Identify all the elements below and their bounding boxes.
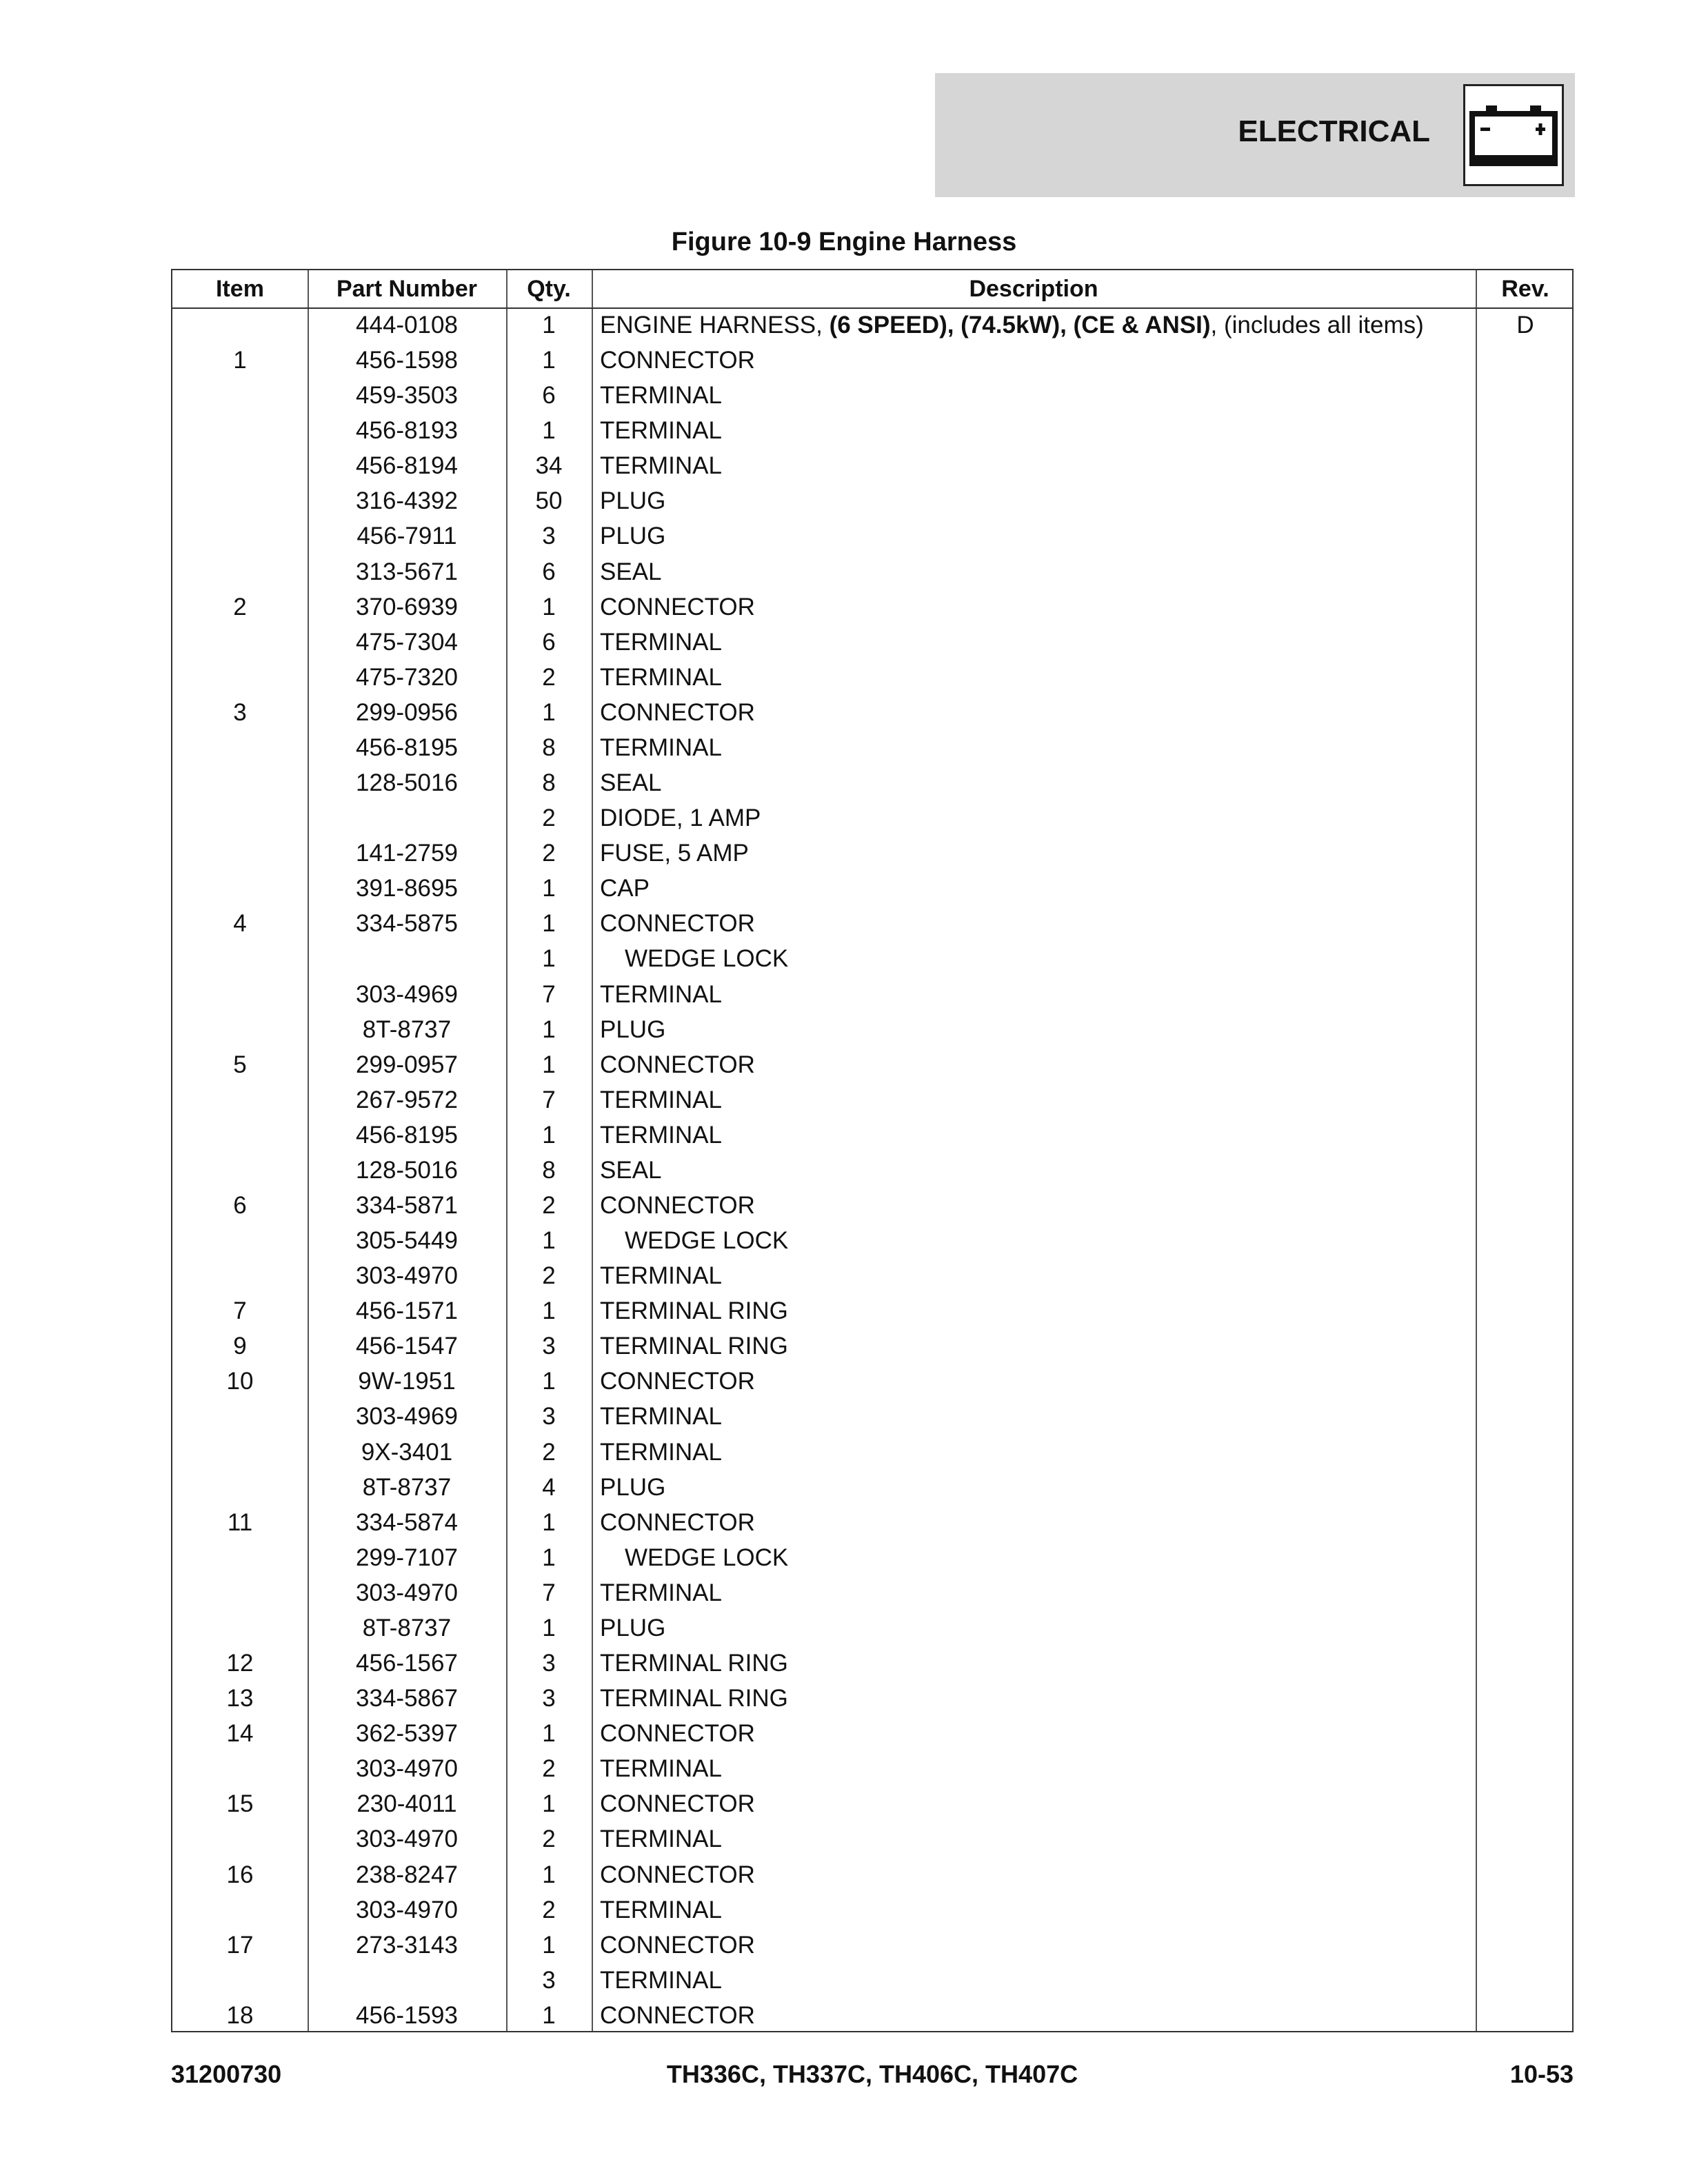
- qty-cell: 2: [542, 1826, 556, 1853]
- part-number-cell: 313-5671: [356, 558, 458, 585]
- qty-cell: 8: [542, 769, 556, 797]
- description-text: TERMINAL: [600, 1086, 722, 1113]
- qty-cell: 1: [542, 417, 556, 445]
- table-row: [172, 1506, 1572, 1541]
- part-number-cell: 299-0956: [356, 698, 458, 726]
- qty-cell: 1: [542, 945, 556, 973]
- description-text: CONNECTOR: [600, 1051, 755, 1078]
- table-row: [172, 767, 1572, 802]
- qty-cell: 6: [542, 382, 556, 410]
- item-cell: 10: [226, 1368, 254, 1395]
- qty-cell: 1: [542, 1121, 556, 1149]
- part-number-cell: 334-5874: [356, 1508, 458, 1536]
- description-text: CONNECTOR: [600, 1931, 755, 1959]
- description-cell: [600, 629, 722, 656]
- description-cell: [600, 2002, 755, 2030]
- description-text: FUSE, 5 AMP: [600, 840, 749, 867]
- part-number-cell: 456-1547: [356, 1333, 458, 1360]
- description-text: CONNECTOR: [600, 2001, 755, 2029]
- qty-cell: 7: [542, 980, 556, 1008]
- part-number-cell: 238-8247: [356, 1861, 458, 1888]
- description-cell: [600, 664, 722, 691]
- description-text: CONNECTOR: [600, 1368, 755, 1395]
- description-cell: [600, 1509, 755, 1537]
- description-text: TERMINAL: [600, 452, 722, 480]
- description-text: SEAL: [600, 769, 662, 797]
- part-number-cell: 303-4969: [356, 980, 458, 1008]
- part-number-cell: 456-8194: [356, 452, 458, 480]
- description-cell: [600, 1967, 722, 1994]
- part-number-cell: 456-1571: [356, 1297, 458, 1325]
- description-text: TERMINAL: [600, 628, 722, 656]
- table-row: [172, 872, 1572, 907]
- item-cell: 3: [233, 698, 247, 726]
- description-text: WEDGE LOCK: [625, 1227, 789, 1255]
- description-text: TERMINAL RING: [600, 1333, 788, 1360]
- description-cell: [600, 1016, 665, 1044]
- description-text: CONNECTOR: [600, 1861, 755, 1888]
- qty-cell: 1: [542, 1544, 556, 1571]
- item-cell: 16: [226, 1861, 254, 1888]
- description-text: TERMINAL: [600, 1579, 722, 1606]
- description-cell: [625, 1227, 788, 1255]
- qty-cell: 8: [542, 734, 556, 761]
- header-qty: Qty.: [527, 276, 571, 302]
- qty-cell: 3: [542, 1333, 556, 1360]
- part-number-cell: 334-5867: [356, 1685, 458, 1712]
- part-number-cell: 475-7320: [356, 663, 458, 691]
- part-number-cell: 8T-8737: [362, 1614, 452, 1641]
- description-cell: [600, 910, 755, 938]
- description-cell: [600, 1439, 722, 1466]
- table-row: [172, 1788, 1572, 1823]
- description-text: PLUG: [600, 487, 666, 515]
- part-number-cell: 303-4970: [356, 1826, 458, 1853]
- part-number-cell: 303-4969: [356, 1403, 458, 1430]
- qty-cell: 1: [542, 1368, 556, 1395]
- description-text: , (includes all items): [1210, 312, 1424, 338]
- description-cell: [600, 312, 1424, 339]
- part-number-cell: 8T-8737: [362, 1473, 452, 1501]
- description-cell: [600, 487, 665, 515]
- description-cell: [600, 1932, 755, 1959]
- qty-cell: 2: [542, 1438, 556, 1466]
- part-number-cell: 456-8195: [356, 1121, 458, 1149]
- description-text: CONNECTOR: [600, 347, 755, 374]
- description-cell: [600, 1122, 722, 1149]
- table-row: [172, 1084, 1572, 1119]
- table-row: [172, 449, 1572, 485]
- part-number-cell: 370-6939: [356, 593, 458, 620]
- table-row: [172, 1577, 1572, 1612]
- description-cell: [600, 805, 761, 832]
- description-cell: [600, 417, 722, 445]
- qty-cell: 1: [542, 1297, 556, 1325]
- description-cell: [600, 1297, 788, 1325]
- description-cell: [600, 1403, 722, 1430]
- qty-cell: 34: [535, 452, 563, 480]
- description-text: TERMINAL: [600, 1896, 722, 1923]
- part-number-cell: 456-1598: [356, 347, 458, 374]
- description-text: TERMINAL: [600, 1438, 722, 1466]
- table-header: [172, 270, 1572, 309]
- qty-cell: 4: [542, 1473, 556, 1501]
- table-row: [172, 1295, 1572, 1330]
- qty-cell: 3: [542, 1403, 556, 1430]
- qty-cell: 1: [542, 2001, 556, 2029]
- item-cell: 17: [226, 1931, 254, 1959]
- qty-cell: 7: [542, 1579, 556, 1606]
- description-cell: [600, 840, 749, 867]
- description-cell: [600, 1157, 662, 1184]
- table-row: [172, 591, 1572, 626]
- table-row: [172, 1612, 1572, 1647]
- qty-cell: 3: [542, 1966, 556, 1994]
- description-cell: [600, 1720, 755, 1748]
- table-row: [172, 661, 1572, 696]
- table-row: [172, 1400, 1572, 1435]
- table-row: [172, 1471, 1572, 1506]
- description-cell: [600, 1685, 788, 1712]
- description-text: TERMINAL: [600, 1121, 722, 1149]
- description-cell: [600, 452, 722, 480]
- qty-cell: 2: [542, 1262, 556, 1290]
- part-number-cell: 303-4970: [356, 1896, 458, 1923]
- header-description: Description: [969, 276, 1098, 302]
- description-cell: [600, 1826, 722, 1853]
- item-cell: 11: [227, 1508, 253, 1536]
- description-cell: [600, 1086, 722, 1114]
- description-text: TERMINAL RING: [600, 1650, 788, 1677]
- qty-cell: 2: [542, 840, 556, 867]
- qty-cell: 1: [542, 1227, 556, 1255]
- description-text: CONNECTOR: [600, 1192, 755, 1219]
- item-cell: 5: [233, 1051, 247, 1078]
- description-cell: [600, 1192, 755, 1220]
- header-rev: Rev.: [1501, 276, 1549, 302]
- item-cell: 13: [226, 1685, 254, 1712]
- part-number-cell: 362-5397: [356, 1720, 458, 1748]
- table-row: [172, 1682, 1572, 1717]
- description-text: (6 SPEED), (74.5kW), (CE & ANSI): [829, 312, 1211, 338]
- description-cell: [600, 347, 755, 374]
- description-text: SEAL: [600, 1156, 662, 1184]
- table-row: [172, 344, 1572, 379]
- table-row: [172, 1999, 1572, 2034]
- item-cell: 2: [233, 593, 247, 620]
- item-cell: 12: [226, 1650, 254, 1677]
- description-cell: [600, 558, 662, 586]
- description-cell: [600, 1861, 755, 1889]
- description-cell: [600, 523, 665, 550]
- description-text: WEDGE LOCK: [625, 945, 789, 973]
- part-number-cell: 456-8193: [356, 417, 458, 445]
- part-number-cell: 128-5016: [356, 769, 458, 797]
- description-text: ENGINE HARNESS,: [600, 312, 830, 338]
- part-number-cell: 128-5016: [356, 1156, 458, 1184]
- description-cell: [600, 699, 755, 727]
- description-cell: [600, 1051, 755, 1079]
- part-number-cell: 456-8195: [356, 734, 458, 761]
- part-number-cell: 303-4970: [356, 1755, 458, 1783]
- part-number-cell: 334-5871: [356, 1192, 458, 1219]
- table-row: [172, 485, 1572, 520]
- table-row: [172, 1365, 1572, 1400]
- part-number-cell: 475-7304: [356, 628, 458, 656]
- table-row: [172, 1929, 1572, 1964]
- item-cell: 9: [233, 1333, 247, 1360]
- part-number-cell: 456-1567: [356, 1650, 458, 1677]
- rev-cell: D: [1516, 312, 1534, 338]
- qty-cell: 3: [542, 1685, 556, 1712]
- table-row: [172, 1049, 1572, 1084]
- description-text: DIODE, 1 AMP: [600, 805, 761, 832]
- section-title: ELECTRICAL: [1238, 114, 1430, 148]
- description-cell: [600, 1790, 755, 1818]
- description-text: SEAL: [600, 558, 662, 585]
- table-row: [172, 520, 1572, 555]
- item-cell: 4: [233, 910, 247, 938]
- description-cell: [600, 1368, 755, 1395]
- description-cell: [600, 734, 722, 762]
- item-cell: 6: [233, 1192, 247, 1219]
- description-text: CAP: [600, 875, 650, 902]
- qty-cell: 2: [542, 1192, 556, 1219]
- qty-cell: 1: [542, 312, 556, 338]
- table-row: [172, 731, 1572, 767]
- table-row: [172, 626, 1572, 661]
- battery-icon: [1463, 84, 1564, 186]
- table-row: [172, 414, 1572, 449]
- description-text: TERMINAL: [600, 734, 722, 761]
- qty-cell: 1: [542, 1015, 556, 1043]
- description-text: WEDGE LOCK: [625, 1544, 789, 1571]
- part-number-cell: 391-8695: [356, 875, 458, 902]
- qty-cell: 8: [542, 1156, 556, 1184]
- item-cell: 15: [226, 1790, 254, 1818]
- page-number: 10-53: [1509, 2060, 1574, 2088]
- table-row: [172, 1752, 1572, 1788]
- description-text: TERMINAL: [600, 1262, 722, 1290]
- part-number-cell: 267-9572: [356, 1086, 458, 1113]
- part-number-cell: 459-3503: [356, 382, 458, 410]
- part-number-cell: 299-7107: [356, 1544, 458, 1571]
- description-cell: [600, 1262, 722, 1290]
- description-text: TERMINAL RING: [600, 1685, 788, 1712]
- header-item: Item: [216, 276, 264, 302]
- table-row: [172, 1224, 1572, 1260]
- qty-cell: 2: [542, 663, 556, 691]
- part-number-cell: 230-4011: [356, 1790, 457, 1818]
- description-text: CONNECTOR: [600, 593, 755, 620]
- part-number-cell: 456-1593: [356, 2001, 458, 2029]
- table-row: [172, 1260, 1572, 1295]
- description-text: TERMINAL: [600, 1826, 722, 1853]
- description-text: PLUG: [600, 523, 666, 550]
- part-number-cell: 456-7911: [356, 523, 457, 550]
- description-cell: [600, 1755, 722, 1783]
- part-number-cell: 8T-8737: [362, 1015, 452, 1043]
- description-text: TERMINAL: [600, 1755, 722, 1783]
- part-number-cell: 334-5875: [356, 910, 458, 938]
- qty-cell: 1: [542, 698, 556, 726]
- qty-cell: 6: [542, 558, 556, 585]
- qty-cell: 1: [542, 875, 556, 902]
- description-text: TERMINAL: [600, 1966, 722, 1994]
- qty-cell: 1: [542, 1790, 556, 1818]
- description-text: CONNECTOR: [600, 1790, 755, 1818]
- doc-number: 31200730: [171, 2060, 282, 2088]
- part-number-cell: 303-4970: [356, 1579, 458, 1606]
- description-text: TERMINAL: [600, 382, 722, 410]
- description-cell: [600, 1897, 722, 1924]
- qty-cell: 1: [542, 1931, 556, 1959]
- qty-cell: 3: [542, 1650, 556, 1677]
- table-row: [172, 1154, 1572, 1189]
- description-text: PLUG: [600, 1473, 666, 1501]
- table-row: [172, 837, 1572, 872]
- table-row: [172, 1436, 1572, 1471]
- description-cell: [625, 945, 788, 973]
- qty-cell: 3: [542, 523, 556, 550]
- qty-cell: 50: [535, 487, 563, 515]
- qty-cell: 1: [542, 1720, 556, 1748]
- description-text: CONNECTOR: [600, 1720, 755, 1748]
- description-text: TERMINAL: [600, 1403, 722, 1430]
- figure-title: Figure 10-9 Engine Harness: [671, 228, 1017, 256]
- table-row: [172, 1964, 1572, 1999]
- part-number-cell: 273-3143: [356, 1931, 458, 1959]
- description-cell: [600, 1579, 722, 1607]
- description-cell: [600, 981, 722, 1009]
- description-cell: [600, 1650, 788, 1677]
- item-cell: 1: [233, 347, 247, 374]
- description-text: TERMINAL: [600, 417, 722, 445]
- description-text: CONNECTOR: [600, 1508, 755, 1536]
- qty-cell: 2: [542, 1896, 556, 1923]
- parts-table: [171, 269, 1574, 2032]
- qty-cell: 2: [542, 805, 556, 832]
- table-row: [172, 1859, 1572, 1894]
- item-cell: 7: [233, 1297, 247, 1325]
- qty-cell: 1: [542, 593, 556, 620]
- description-cell: [600, 594, 755, 621]
- description-text: CONNECTOR: [600, 698, 755, 726]
- table-row: [172, 309, 1572, 344]
- header-part-number: Part Number: [336, 276, 478, 302]
- item-cell: 14: [226, 1720, 254, 1748]
- models: TH336C, TH337C, TH406C, TH407C: [666, 2060, 1078, 2088]
- table-row: [172, 1119, 1572, 1154]
- table-row: [172, 556, 1572, 591]
- table-row: [172, 1189, 1572, 1224]
- description-cell: [600, 875, 650, 902]
- table-row: [172, 802, 1572, 837]
- description-cell: [600, 769, 662, 797]
- qty-cell: 1: [542, 1508, 556, 1536]
- table-row: [172, 1717, 1572, 1752]
- part-number-cell: 305-5449: [356, 1227, 458, 1255]
- qty-cell: 1: [542, 1051, 556, 1078]
- table-row: [172, 907, 1572, 942]
- part-number-cell: 299-0957: [356, 1051, 458, 1078]
- table-row: [172, 696, 1572, 731]
- description-text: CONNECTOR: [600, 910, 755, 938]
- qty-cell: 7: [542, 1086, 556, 1113]
- qty-cell: 6: [542, 628, 556, 656]
- description-cell: [600, 1333, 788, 1360]
- description-text: PLUG: [600, 1614, 666, 1641]
- table-row: [172, 379, 1572, 414]
- description-cell: [600, 1615, 665, 1642]
- table-row: [172, 1541, 1572, 1577]
- description-text: TERMINAL: [600, 663, 722, 691]
- part-number-cell: 9W-1951: [358, 1368, 456, 1395]
- table-row: [172, 1894, 1572, 1929]
- table-row: [172, 1647, 1572, 1682]
- description-text: PLUG: [600, 1015, 666, 1043]
- part-number-cell: 303-4970: [356, 1262, 458, 1290]
- table-row: [172, 1330, 1572, 1365]
- qty-cell: 1: [542, 1614, 556, 1641]
- description-text: TERMINAL RING: [600, 1297, 788, 1325]
- part-number-cell: 141-2759: [356, 840, 458, 867]
- qty-cell: 1: [542, 910, 556, 938]
- qty-cell: 2: [542, 1755, 556, 1783]
- qty-cell: 1: [542, 347, 556, 374]
- description-cell: [600, 382, 722, 410]
- part-number-cell: 316-4392: [356, 487, 458, 515]
- description-text: TERMINAL: [600, 980, 722, 1008]
- part-number-cell: 444-0108: [356, 312, 458, 338]
- table-row: [172, 1823, 1572, 1858]
- section-header: [935, 73, 1575, 197]
- description-cell: [600, 1474, 665, 1502]
- table-row: [172, 1013, 1572, 1049]
- item-cell: 18: [226, 2001, 254, 2029]
- part-number-cell: 9X-3401: [361, 1438, 453, 1466]
- qty-cell: 1: [542, 1861, 556, 1888]
- description-cell: [625, 1544, 788, 1572]
- table-row: [172, 942, 1572, 978]
- table-row: [172, 978, 1572, 1013]
